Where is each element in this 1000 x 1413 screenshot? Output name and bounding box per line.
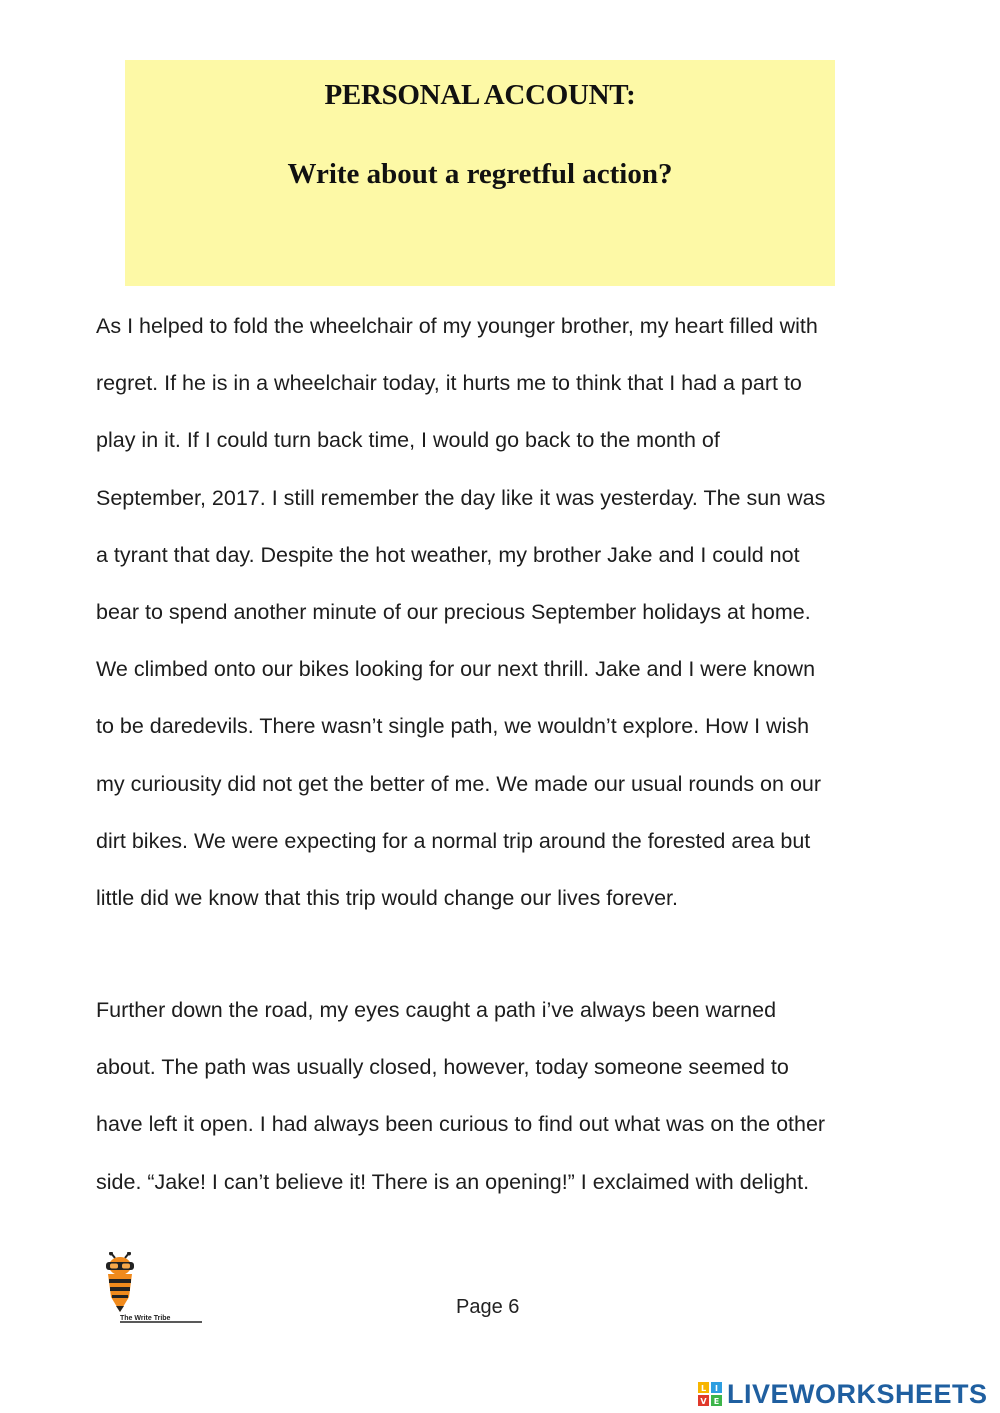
text-line: about. The path was usually closed, however, today someone seemed to <box>96 1055 789 1080</box>
text-line: As I helped to fold the wheelchair of my younger brother, my heart filled with <box>96 314 818 338</box>
text-line: play in it. If I could turn back time, I would go back to the month of <box>96 428 720 453</box>
text-line: to be daredevils. There wasn’t single path, we wouldn’t explore. How I wish <box>96 714 810 739</box>
text-line: bear to spend another minute of our precious September holidays at home. <box>96 600 811 625</box>
text-line: We climbed onto our bikes looking for our next thrill. Jake and I were known <box>96 657 816 682</box>
text-line: regret. If he is in a wheelchair today, it hurts me to think that I had a part to <box>96 371 802 396</box>
paragraph-2 <box>96 982 936 1211</box>
document-title: PERSONAL ACCOUNT: <box>324 79 636 111</box>
page-number: Page 6 <box>456 1296 520 1318</box>
svg-text:V: V <box>700 1397 707 1406</box>
text-line: dirt bikes. We were expecting for a normal trip around the forested area but <box>96 828 811 853</box>
logo-text: The Write Tribe <box>120 1315 171 1322</box>
svg-text:E: E <box>713 1397 720 1406</box>
text-line: side. “Jake! I can’t believe it! There is an opening!” I exclaimed with delight. <box>96 1169 810 1194</box>
text-line: have left it open. I had always been curious to find out what was on the other <box>96 1112 826 1137</box>
liveworksheets-logo-icon <box>697 1381 723 1407</box>
brand-name: LIVEWORKSHEETS <box>727 1378 988 1409</box>
text-line: a tyrant that day. Despite the hot weather, my brother Jake and I could not <box>96 542 800 567</box>
liveworksheets-brand[interactable] <box>697 1379 988 1409</box>
svg-text:L: L <box>700 1384 707 1393</box>
title-box <box>125 60 835 286</box>
svg-text:I: I <box>715 1384 718 1393</box>
text-line: Further down the road, my eyes caught a path i’ve always been warned <box>96 998 777 1022</box>
bee-mascot-icon <box>98 1252 208 1327</box>
text-line: my curiousity did not get the better of me. We made our usual rounds on our <box>96 771 822 796</box>
document-prompt: Write about a regretful action? <box>287 158 673 190</box>
text-line: September, 2017. I still remember the day like it was yesterday. The sun was <box>96 485 826 510</box>
paragraph-1 <box>96 298 936 927</box>
text-line: little did we know that this trip would change our lives forever. <box>96 886 678 911</box>
write-tribe-logo <box>98 1252 208 1327</box>
